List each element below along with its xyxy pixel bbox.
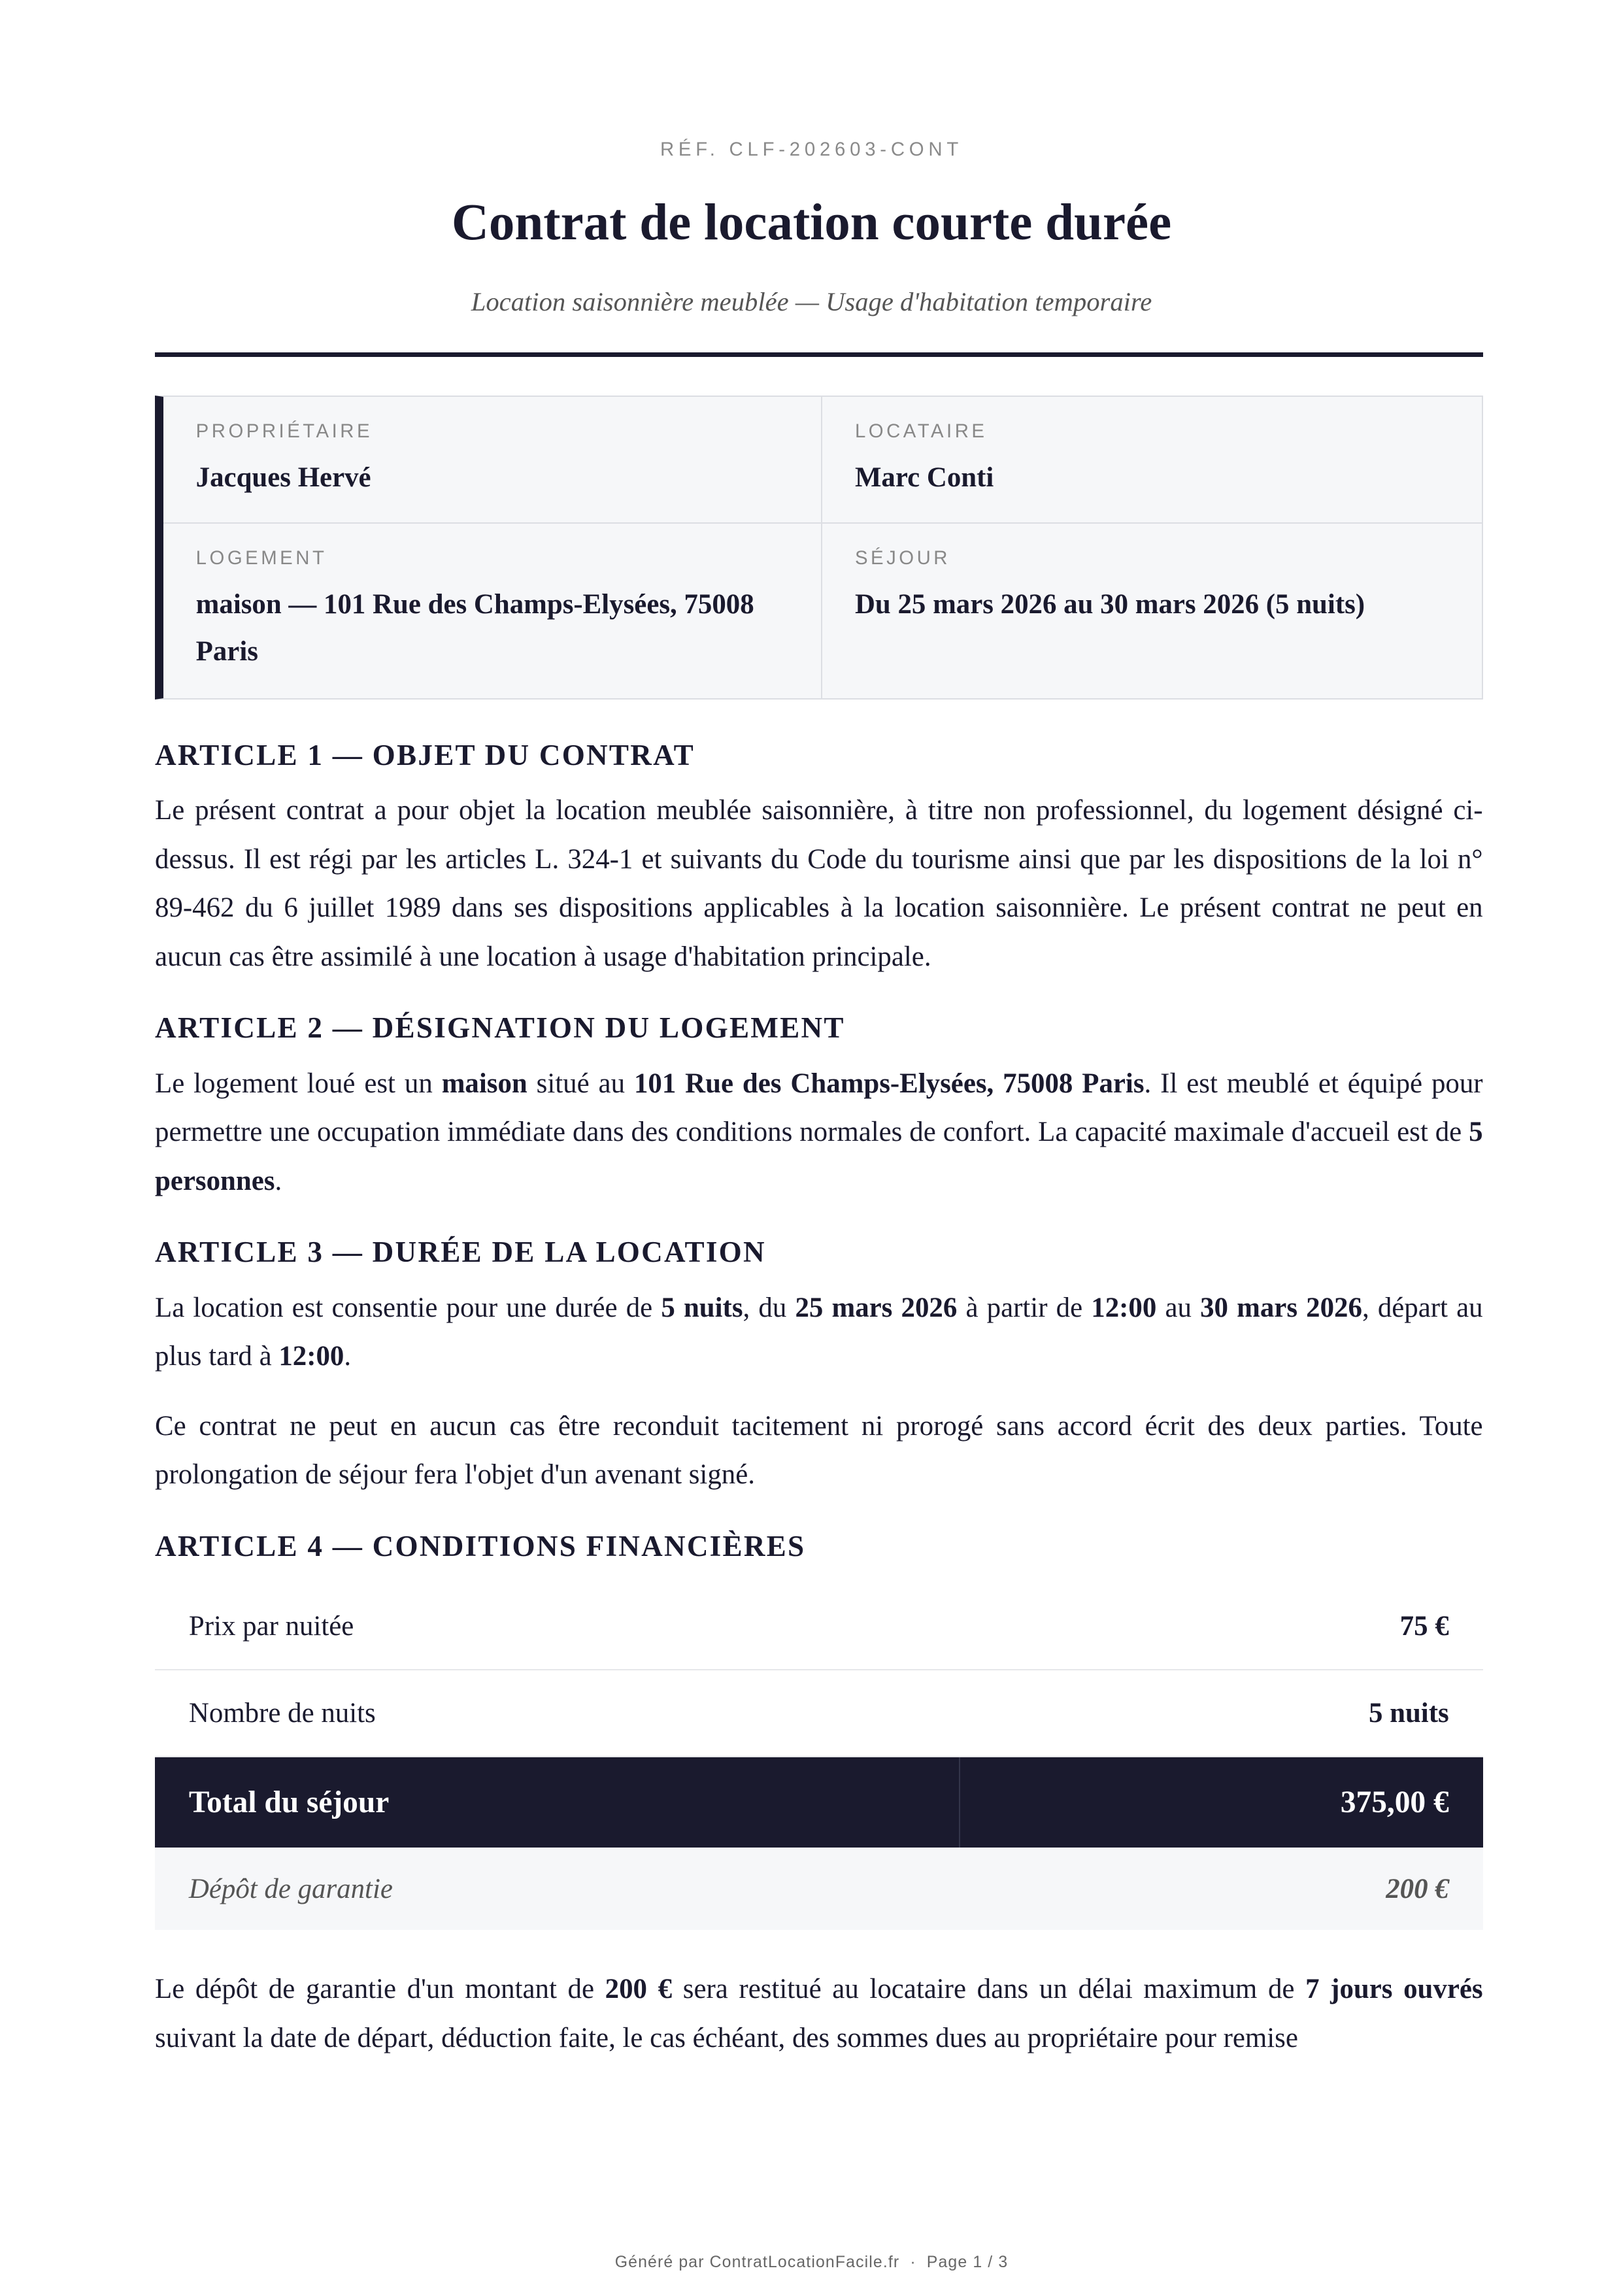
deposit-value: 200 € <box>960 1848 1483 1930</box>
nights-value: 5 nuits <box>960 1670 1483 1757</box>
housing-cell <box>163 524 822 700</box>
page-subtitle: Location saisonnière meublée — Usage d'habitation temporaire <box>471 286 1152 316</box>
stay-label: SÉJOUR <box>854 547 951 569</box>
deposit-text: Le dépôt de garantie d'un montant de 200 € sera restitué au locataire dans un délai maximum de 7 jours ouvrés suivant la date de départ, déduction faite, le cas échéant, des sommes dues au propriétaire pour remise <box>155 1974 1483 2053</box>
article-1-heading: ARTICLE 1 — OBJET DU CONTRAT <box>155 738 695 771</box>
article-4-heading: ARTICLE 4 — CONDITIONS FINANCIÈRES <box>155 1529 806 1562</box>
article-1-text: Le présent contrat a pour objet la location meublée saisonnière, à titre non professionnel, du logement désigné ci-dessus. Il est régi par les articles L. 324-1 et suivants du Code du tourisme ainsi que par les dispositions de la loi n° 89-462 du 6 juillet 1989 dans ses dispositions applicables à la location saisonnière. Le présent contrat ne peut en aucun cas être assimilé à une location à usage d'habitation principale. <box>155 795 1483 972</box>
owner-name: Jacques Hervé <box>195 462 371 494</box>
tenant-cell <box>822 397 1481 524</box>
nightly-price-label: Prix par nuitée <box>155 1583 959 1670</box>
parties-summary <box>155 396 1483 700</box>
owner-cell <box>163 397 822 524</box>
reference-number: RÉF. CLF-202603-CONT <box>660 139 963 161</box>
owner-label: PROPRIÉTAIRE <box>195 420 373 443</box>
page-footer: Généré par ContratLocationFacile.fr · Page 1 / 3 <box>614 2253 1009 2271</box>
tenant-name: Marc Conti <box>854 462 994 494</box>
stay-cell <box>822 524 1481 700</box>
total-value: 375,00 € <box>960 1757 1483 1848</box>
tenant-label: LOCATAIRE <box>854 420 988 443</box>
housing-label: LOGEMENT <box>195 547 327 569</box>
contract-body <box>155 738 1483 2084</box>
nights-label: Nombre de nuits <box>155 1670 959 1757</box>
housing-address: maison — 101 Rue des Champs-Elysées, 75008 Paris <box>195 589 754 667</box>
table-row <box>155 1670 1483 1757</box>
article-3-text: La location est consentie pour une durée de 5 nuits, du 25 mars 2026 à partir de 12:00 au 30 mars 2026, départ au plus tard à 12:00. <box>155 1292 1483 1372</box>
stay-dates: Du 25 mars 2026 au 30 mars 2026 (5 nuits) <box>854 589 1365 620</box>
table-row <box>155 1583 1483 1670</box>
deposit-row <box>155 1848 1483 1930</box>
article-2-heading: ARTICLE 2 — DÉSIGNATION DU LOGEMENT <box>155 1011 845 1045</box>
article-2-text: Le logement loué est un maison situé au 101 Rue des Champs-Elysées, 75008 Paris. Il est meublé et équipé pour permettre une occupation immédiate dans des conditions normales de confort. La capacité maximale d'accueil est de 5 personnes. <box>155 1068 1483 1196</box>
article-3-renewal-text: Ce contrat ne peut en aucun cas être reconduit tacitement ni prorogé sans accord écrit des deux parties. Toute prolongation de séjour fera l'objet d'un avenant signé. <box>155 1410 1483 1491</box>
deposit-label: Dépôt de garantie <box>155 1848 959 1930</box>
article-3-heading: ARTICLE 3 — DURÉE DE LA LOCATION <box>155 1236 766 1269</box>
page-title: Contrat de location courte durée <box>451 194 1172 251</box>
total-label: Total du séjour <box>155 1757 959 1848</box>
total-row <box>155 1757 1483 1848</box>
financial-table <box>155 1583 1483 1930</box>
nightly-price-value: 75 € <box>960 1583 1483 1670</box>
header-divider <box>155 352 1483 357</box>
